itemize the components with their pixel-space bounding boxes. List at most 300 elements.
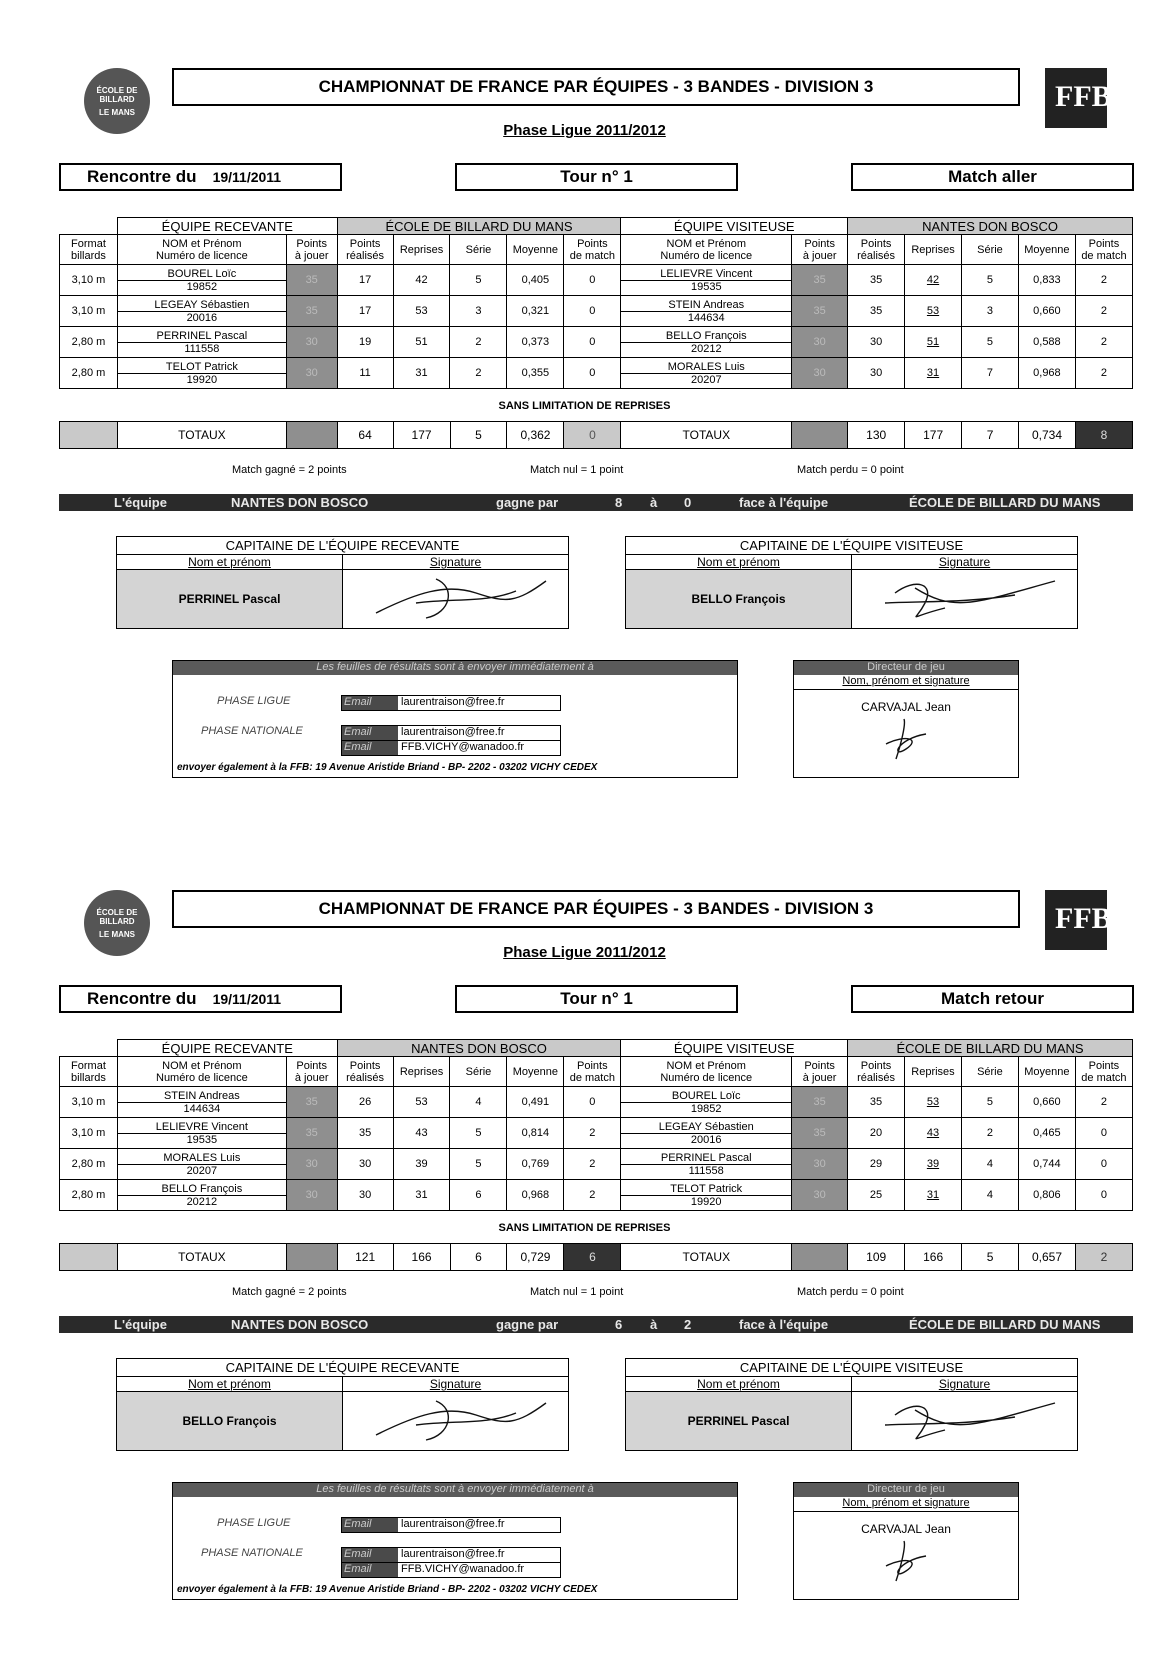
billiard-format: 3,10 m (60, 265, 118, 296)
rule-win: Match gagné = 2 points (232, 1286, 347, 1298)
signature-header: Signature (852, 1377, 1078, 1392)
billiard-format: 3,10 m (60, 1087, 118, 1118)
average: 0,405 (507, 265, 564, 296)
col-header: Moyenne (507, 235, 564, 265)
home-player (117, 1180, 286, 1211)
high-run: 5 (962, 327, 1019, 358)
results-table (59, 217, 1133, 389)
name-header: Nom et prénom (117, 555, 343, 570)
innings: 43 (905, 1118, 962, 1149)
email-address[interactable]: FFB.VICHY@wanadoo.fr (401, 1563, 525, 1575)
points-scored: 20 (848, 1118, 905, 1149)
high-run: 6 (450, 1180, 507, 1211)
total-high-run: 5 (450, 422, 507, 449)
home-team-name: NANTES DON BOSCO (337, 1040, 621, 1057)
points-scored: 19 (337, 327, 393, 358)
col-header: Série (450, 1057, 507, 1087)
send-results-box (172, 1482, 738, 1600)
send-results-heading: Les feuilles de résultats sont à envoyer immédiatement à (173, 661, 737, 675)
away-player (621, 1149, 792, 1180)
high-run: 5 (961, 1087, 1018, 1118)
player-name: STEIN Andreas (668, 298, 745, 311)
total-high-run: 7 (962, 422, 1019, 449)
away-player (621, 358, 792, 389)
player-name: MORALES Luis (163, 1151, 241, 1164)
col-header: NOM et Prénom Numéro de licence (621, 1057, 792, 1087)
points-to-play: 35 (792, 296, 848, 327)
points-scored: 30 (337, 1149, 393, 1180)
points-to-play: 30 (792, 1149, 848, 1180)
points-to-play: 30 (792, 327, 848, 358)
average: 0,814 (507, 1118, 564, 1149)
rule-loss: Match perdu = 0 point (797, 464, 904, 476)
match-points: 2 (1075, 1087, 1132, 1118)
match-points: 2 (564, 1118, 621, 1149)
away-team-label: ÉQUIPE VISITEUSE (621, 1040, 848, 1057)
col-header: Série (962, 235, 1019, 265)
match-points: 2 (1075, 296, 1132, 327)
col-header: Reprises (905, 235, 962, 265)
high-run: 7 (962, 358, 1019, 389)
col-header: NOM et Prénom Numéro de licence (117, 1057, 286, 1087)
col-header: Moyenne (1018, 1057, 1075, 1087)
average: 0,968 (507, 1180, 564, 1211)
totals-label: TOTAUX (117, 1244, 286, 1271)
match-points: 2 (564, 1180, 621, 1211)
player-name: BOUREL Loïc (167, 267, 237, 280)
game-director-title: Directeur de jeu (794, 1483, 1018, 1497)
away-captain-signature (852, 570, 1078, 629)
ffb-logo: FFB (1045, 68, 1107, 128)
billiard-format: 2,80 m (60, 358, 118, 389)
club-logo: ÉCOLE DE BILLARD LE MANS (84, 68, 150, 134)
average: 0,465 (1018, 1118, 1075, 1149)
player-name: LELIEVRE Vincent (155, 1120, 248, 1133)
away-captain-title: CAPITAINE DE L'ÉQUIPE VISITEUSE (626, 1359, 1078, 1377)
col-header: Points réalisés (337, 1057, 393, 1087)
total-innings: 177 (905, 422, 962, 449)
points-scored: 17 (337, 265, 393, 296)
away-team-label: ÉQUIPE VISITEUSE (621, 218, 848, 235)
away-player (621, 296, 792, 327)
phase-ligue-label: PHASE LIGUE (217, 1517, 291, 1529)
away-team-name: ÉCOLE DE BILLARD DU MANS (848, 1040, 1133, 1057)
home-player (117, 1118, 286, 1149)
billiard-format: 3,10 m (60, 1118, 118, 1149)
points-to-play: 30 (792, 1180, 848, 1211)
email-row: Email FFB.VICHY@wanadoo.fr (341, 1562, 561, 1578)
col-header: Points réalisés (848, 1057, 905, 1087)
innings: 53 (905, 296, 962, 327)
col-header: Moyenne (507, 1057, 564, 1087)
email-address[interactable]: laurentraison@free.fr (401, 1548, 505, 1560)
home-captain-signature (343, 570, 569, 629)
result-row (60, 1180, 1133, 1211)
phase-ligue-label: PHASE LIGUE (217, 695, 291, 707)
innings: 39 (393, 1149, 450, 1180)
col-header: Points à jouer (286, 235, 337, 265)
rule-win: Match gagné = 2 points (232, 464, 347, 476)
rule-draw: Match nul = 1 point (530, 1286, 624, 1298)
player-name: MORALES Luis (667, 360, 745, 373)
totals-label: TOTAUX (621, 422, 792, 449)
innings: 42 (393, 265, 450, 296)
home-captain-box (116, 1358, 569, 1451)
col-header: NOM et Prénom Numéro de licence (117, 235, 286, 265)
signature-scribble (356, 1395, 556, 1445)
no-innings-limit: SANS LIMITATION DE REPRISES (498, 400, 671, 412)
total-points: 130 (848, 422, 905, 449)
total-high-run: 6 (450, 1244, 507, 1271)
license-number: 20212 (621, 342, 791, 355)
email-row: Email laurentraison@free.fr (341, 695, 561, 711)
club-logo: ÉCOLE DE BILLARD LE MANS (84, 890, 150, 956)
home-captain-box (116, 536, 569, 629)
result-row (60, 358, 1133, 389)
high-run: 4 (450, 1087, 507, 1118)
license-number: 19852 (621, 1102, 791, 1115)
innings: 53 (393, 1087, 450, 1118)
home-player (117, 1087, 286, 1118)
results-table (59, 1039, 1133, 1211)
total-innings: 166 (905, 1244, 962, 1271)
sheet-title: CHAMPIONNAT DE FRANCE PAR ÉQUIPES - 3 BANDES - DIVISION 3 (172, 890, 1020, 928)
col-header: Reprises (905, 1057, 962, 1087)
license-number: 111558 (621, 1164, 791, 1177)
col-header: Points à jouer (792, 1057, 848, 1087)
col-header: Format billards (60, 1057, 118, 1087)
average: 0,491 (507, 1087, 564, 1118)
away-player (621, 327, 792, 358)
away-player (621, 265, 792, 296)
away-captain-box (625, 536, 1078, 629)
totals-table (59, 421, 1133, 449)
billiard-format: 2,80 m (60, 327, 118, 358)
total-match-points: 8 (1076, 422, 1133, 449)
email-address[interactable]: FFB.VICHY@wanadoo.fr (401, 741, 525, 753)
high-run: 5 (450, 1118, 507, 1149)
points-scored: 17 (337, 296, 393, 327)
average: 0,660 (1018, 296, 1075, 327)
send-results-box (172, 660, 738, 778)
match-leg-box: Match retour (851, 985, 1134, 1013)
score-sheet (0, 0, 1169, 820)
average: 0,355 (507, 358, 564, 389)
phase-nationale-label: PHASE NATIONALE (201, 725, 303, 737)
col-header: Série (961, 1057, 1018, 1087)
average: 0,744 (1018, 1149, 1075, 1180)
innings: 31 (393, 358, 450, 389)
license-number: 19920 (118, 373, 286, 386)
innings: 51 (393, 327, 450, 358)
home-team-label: ÉQUIPE RECEVANTE (117, 1040, 337, 1057)
points-scored: 29 (848, 1149, 905, 1180)
high-run: 3 (962, 296, 1019, 327)
email-address[interactable]: laurentraison@free.fr (401, 696, 505, 708)
points-scored: 30 (848, 358, 905, 389)
license-number: 20212 (118, 1195, 286, 1208)
total-match-points: 0 (564, 422, 621, 449)
away-player (621, 1180, 792, 1211)
high-run: 2 (961, 1118, 1018, 1149)
player-name: BELLO François (665, 329, 747, 342)
result-banner: L'équipe NANTES DON BOSCO gagne par 6 à 2 face à l'équipe ÉCOLE DE BILLARD DU MANS (59, 1316, 1133, 1333)
innings: 43 (393, 1118, 450, 1149)
totals-table (59, 1243, 1133, 1271)
high-run: 5 (450, 265, 507, 296)
player-name: PERRINEL Pascal (156, 329, 248, 342)
innings: 31 (905, 358, 962, 389)
score-sheet (0, 822, 1169, 1642)
home-captain-name: PERRINEL Pascal (117, 570, 343, 629)
match-points: 2 (1075, 358, 1132, 389)
points-scored: 30 (337, 1180, 393, 1211)
col-header: Reprises (393, 1057, 450, 1087)
match-points: 0 (564, 1087, 621, 1118)
points-scored: 30 (848, 327, 905, 358)
points-scored: 35 (848, 296, 905, 327)
result-row (60, 1087, 1133, 1118)
average: 0,373 (507, 327, 564, 358)
home-player (117, 296, 286, 327)
signature-header: Signature (852, 555, 1078, 570)
match-points: 0 (564, 265, 621, 296)
match-points: 0 (1075, 1118, 1132, 1149)
license-number: 144634 (118, 1102, 286, 1115)
average: 0,769 (507, 1149, 564, 1180)
home-captain-signature (343, 1392, 569, 1451)
result-row (60, 1149, 1133, 1180)
points-scored: 26 (337, 1087, 393, 1118)
game-director-box (793, 660, 1019, 778)
innings: 53 (393, 296, 450, 327)
home-captain-title: CAPITAINE DE L'ÉQUIPE RECEVANTE (117, 1359, 569, 1377)
col-header: Série (450, 235, 507, 265)
player-name: PERRINEL Pascal (660, 1151, 752, 1164)
license-number: 19852 (118, 280, 286, 293)
player-name: TELOT Patrick (670, 1182, 743, 1195)
col-header: Reprises (393, 235, 450, 265)
col-header: Points à jouer (792, 235, 848, 265)
away-captain-signature (852, 1392, 1078, 1451)
col-header: NOM et Prénom Numéro de licence (621, 235, 792, 265)
no-innings-limit: SANS LIMITATION DE REPRISES (498, 1222, 671, 1234)
round-box: Tour n° 1 (455, 985, 738, 1013)
average: 0,833 (1018, 265, 1075, 296)
license-number: 20016 (621, 1133, 791, 1146)
player-name: TELOT Patrick (165, 360, 238, 373)
col-header: Points de match (1075, 235, 1132, 265)
away-captain-name: BELLO François (626, 570, 852, 629)
points-to-play: 35 (792, 1118, 848, 1149)
player-name: BELLO François (161, 1182, 243, 1195)
away-captain-name: PERRINEL Pascal (626, 1392, 852, 1451)
average: 0,968 (1018, 358, 1075, 389)
round-box: Tour n° 1 (455, 163, 738, 191)
away-player (621, 1118, 792, 1149)
rule-loss: Match perdu = 0 point (797, 1286, 904, 1298)
match-points: 0 (564, 358, 621, 389)
signature-header: Signature (343, 555, 569, 570)
away-player (621, 1087, 792, 1118)
player-name: STEIN Andreas (163, 1089, 240, 1102)
game-director-subtitle: Nom, prénom et signature (794, 1497, 1018, 1512)
email-row: Email laurentraison@free.fr (341, 1547, 561, 1563)
result-row (60, 296, 1133, 327)
phase-label: Phase Ligue 2011/2012 (503, 122, 666, 139)
col-header: Points de match (564, 1057, 621, 1087)
total-innings: 177 (393, 422, 450, 449)
col-header: Points de match (1075, 1057, 1132, 1087)
result-banner: L'équipe NANTES DON BOSCO gagne par 8 à 0 face à l'équipe ÉCOLE DE BILLARD DU MANS (59, 494, 1133, 511)
home-captain-title: CAPITAINE DE L'ÉQUIPE RECEVANTE (117, 537, 569, 555)
points-to-play: 30 (286, 1149, 337, 1180)
sheet-title: CHAMPIONNAT DE FRANCE PAR ÉQUIPES - 3 BANDES - DIVISION 3 (172, 68, 1020, 106)
points-to-play: 35 (286, 296, 337, 327)
signature-scribble (356, 573, 556, 623)
email-address[interactable]: laurentraison@free.fr (401, 1518, 505, 1530)
average: 0,321 (507, 296, 564, 327)
game-director-name: CARVAJAL Jean (861, 700, 951, 714)
name-header: Nom et prénom (626, 1377, 852, 1392)
total-points: 64 (337, 422, 393, 449)
innings: 51 (905, 327, 962, 358)
away-team-name: NANTES DON BOSCO (848, 218, 1133, 235)
license-number: 20207 (621, 373, 791, 386)
license-number: 19920 (621, 1195, 791, 1208)
total-average: 0,734 (1019, 422, 1076, 449)
innings: 42 (905, 265, 962, 296)
total-innings: 166 (393, 1244, 450, 1271)
total-high-run: 5 (962, 1244, 1019, 1271)
col-header: Points réalisés (848, 235, 905, 265)
total-match-points: 6 (564, 1244, 621, 1271)
home-player (117, 358, 286, 389)
email-row: Email FFB.VICHY@wanadoo.fr (341, 740, 561, 756)
phase-label: Phase Ligue 2011/2012 (503, 944, 666, 961)
match-points: 0 (564, 327, 621, 358)
total-match-points: 2 (1076, 1244, 1133, 1271)
result-row (60, 327, 1133, 358)
points-scored: 35 (337, 1118, 393, 1149)
points-to-play: 30 (286, 358, 337, 389)
game-director-name: CARVAJAL Jean (861, 1522, 951, 1536)
email-address[interactable]: laurentraison@free.fr (401, 726, 505, 738)
result-row (60, 1118, 1133, 1149)
license-number: 144634 (621, 311, 791, 324)
total-points: 121 (337, 1244, 393, 1271)
average: 0,660 (1018, 1087, 1075, 1118)
player-name: BOUREL Loïc (671, 1089, 741, 1102)
high-run: 2 (450, 358, 507, 389)
game-director-title: Directeur de jeu (794, 661, 1018, 675)
points-to-play: 35 (286, 265, 337, 296)
high-run: 4 (961, 1149, 1018, 1180)
rule-draw: Match nul = 1 point (530, 464, 624, 476)
ffb-address: envoyer également à la FFB: 19 Avenue Aristide Briand - BP- 2202 - 03202 VICHY CEDEX (177, 1584, 598, 1595)
signature-header: Signature (343, 1377, 569, 1392)
total-points: 109 (848, 1244, 905, 1271)
totals-label: TOTAUX (621, 1244, 792, 1271)
high-run: 2 (450, 327, 507, 358)
average: 0,806 (1018, 1180, 1075, 1211)
match-leg-box: Match aller (851, 163, 1134, 191)
name-header: Nom et prénom (117, 1377, 343, 1392)
match-points: 0 (1075, 1180, 1132, 1211)
ffb-address: envoyer également à la FFB: 19 Avenue Aristide Briand - BP- 2202 - 03202 VICHY CEDEX (177, 762, 598, 773)
home-player (117, 265, 286, 296)
match-points: 0 (1075, 1149, 1132, 1180)
meeting-date-box: Rencontre du 19/11/2011 (59, 985, 342, 1013)
col-header: Points réalisés (337, 235, 393, 265)
home-player (117, 327, 286, 358)
points-to-play: 30 (286, 1180, 337, 1211)
high-run: 3 (450, 296, 507, 327)
signature-scribble (865, 573, 1065, 623)
billiard-format: 2,80 m (60, 1149, 118, 1180)
game-director-signature (866, 714, 946, 764)
col-header: Moyenne (1018, 235, 1075, 265)
high-run: 4 (961, 1180, 1018, 1211)
col-header: Points de match (564, 235, 621, 265)
totals-label: TOTAUX (117, 422, 286, 449)
home-team-name: ÉCOLE DE BILLARD DU MANS (337, 218, 621, 235)
ffb-logo: FFB (1045, 890, 1107, 950)
points-scored: 11 (337, 358, 393, 389)
home-player (117, 1149, 286, 1180)
total-average: 0,729 (507, 1244, 564, 1271)
phase-nationale-label: PHASE NATIONALE (201, 1547, 303, 1559)
col-header: Format billards (60, 235, 118, 265)
license-number: 20207 (118, 1164, 286, 1177)
match-points: 0 (564, 296, 621, 327)
email-row: Email laurentraison@free.fr (341, 725, 561, 741)
total-average: 0,657 (1019, 1244, 1076, 1271)
match-points: 2 (564, 1149, 621, 1180)
home-team-label: ÉQUIPE RECEVANTE (117, 218, 337, 235)
home-captain-name: BELLO François (117, 1392, 343, 1451)
points-to-play: 35 (286, 1087, 337, 1118)
innings: 39 (905, 1149, 962, 1180)
points-to-play: 35 (792, 1087, 848, 1118)
match-points: 2 (1075, 265, 1132, 296)
license-number: 19535 (621, 280, 791, 293)
license-number: 20016 (118, 311, 286, 324)
game-director-subtitle: Nom, prénom et signature (794, 675, 1018, 690)
billiard-format: 3,10 m (60, 296, 118, 327)
license-number: 111558 (118, 342, 286, 355)
points-scored: 25 (848, 1180, 905, 1211)
points-scored: 35 (848, 265, 905, 296)
away-captain-title: CAPITAINE DE L'ÉQUIPE VISITEUSE (626, 537, 1078, 555)
points-to-play: 30 (286, 327, 337, 358)
away-captain-box (625, 1358, 1078, 1451)
send-results-heading: Les feuilles de résultats sont à envoyer immédiatement à (173, 1483, 737, 1497)
meeting-date-box: Rencontre du 19/11/2011 (59, 163, 342, 191)
name-header: Nom et prénom (626, 555, 852, 570)
billiard-format: 2,80 m (60, 1180, 118, 1211)
innings: 31 (905, 1180, 962, 1211)
signature-scribble (865, 1395, 1065, 1445)
high-run: 5 (450, 1149, 507, 1180)
match-points: 2 (1075, 327, 1132, 358)
average: 0,588 (1018, 327, 1075, 358)
high-run: 5 (962, 265, 1019, 296)
game-director-signature (866, 1536, 946, 1586)
points-scored: 35 (848, 1087, 905, 1118)
license-number: 19535 (118, 1133, 286, 1146)
points-to-play: 35 (286, 1118, 337, 1149)
